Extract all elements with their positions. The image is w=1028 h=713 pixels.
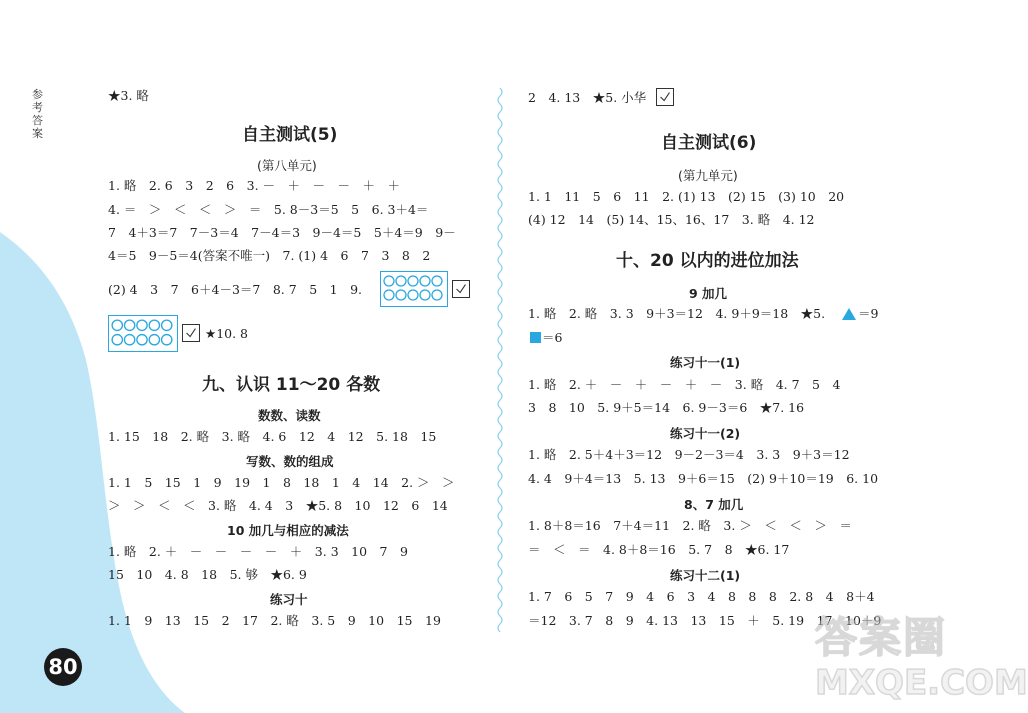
- answer-line: 1. 略 2. 6 3 2 6 3. － ＋ － － ＋ ＋: [108, 178, 401, 193]
- side-label: 参考答案: [32, 88, 43, 140]
- check-icon: [183, 325, 199, 341]
- check-box: [452, 280, 470, 298]
- answer-line: 1. 略 2. ＋ － ＋ － ＋ － 3. 略 4. 7 5 4: [528, 377, 841, 392]
- check-box: [182, 324, 200, 342]
- ten-frame: [108, 315, 178, 352]
- answer-line: (4) 12 14 (5) 14、15、16、17 3. 略 4. 12: [528, 212, 815, 227]
- circle-icon: [396, 290, 406, 300]
- chapter-title: 九、认识 11～20 各数: [202, 375, 381, 395]
- circle-icon: [112, 335, 122, 345]
- watermark-url-text: MXQE.COM: [815, 663, 1028, 703]
- answer-line: ＝ ＜ ＝ 4. 8＋8＝16 5. 7 8 ★6. 17: [528, 542, 790, 557]
- answer-line: 3 8 10 5. 9＋5＝14 6. 9－3＝6 ★7. 16: [528, 400, 805, 415]
- answer-line: ★3. 略: [108, 88, 149, 103]
- lesson-title: 数数、读数: [258, 408, 321, 423]
- circle-icon: [124, 320, 134, 330]
- circle-icon: [162, 335, 172, 345]
- circle-icon: [420, 290, 430, 300]
- answer-line: 1. 略 2. 略 3. 3 9＋3＝12 4. 9＋9＝18 ★5.: [528, 306, 826, 321]
- answer-line: 1. 略 2. 5＋4＋3＝12 9－2－3＝4 3. 3 9＋3＝12: [528, 447, 850, 462]
- circle-icon: [432, 290, 442, 300]
- lesson-title: 10 加几与相应的减法: [227, 523, 349, 538]
- section-title: 自主测试(6): [661, 133, 757, 153]
- answer-line: ＝12 3. 7 8 9 4. 13 13 15 ＋ 5. 19 17 10＋9: [528, 613, 882, 628]
- answer-line: 1. 7 6 5 7 9 4 6 3 4 8 8 8 2. 8 4 8＋4: [528, 589, 875, 604]
- circle-icon: [124, 335, 134, 345]
- circle-icon: [149, 320, 159, 330]
- circle-icon: [137, 320, 147, 330]
- page-number: 80: [44, 648, 82, 686]
- answer-line: 1. 略 2. ＋ － － － － ＋ 3. 3 10 7 9: [108, 544, 408, 559]
- answer-line: 4＝5 9－5＝4(答案不唯一) 7. (1) 4 6 7 3 8 2: [108, 248, 431, 263]
- answer-line: (2) 4 3 7 6＋4－3＝7 8. 7 5 1 9.: [108, 282, 363, 297]
- section-title: 自主测试(5): [242, 125, 338, 145]
- answer-line: 7 4＋3＝7 7－3＝4 7－4＝3 9－4＝5 5＋4＝9 9－: [108, 225, 456, 240]
- answer-line: ＞ ＞ ＜ ＜ 3. 略 4. 4 3 ★5. 8 10 12 6 14: [108, 498, 448, 513]
- answer-line: 1. 1 11 5 6 11 2. (1) 13 (2) 15 (3) 10 20: [528, 189, 845, 204]
- circle-icon: [432, 276, 442, 286]
- circle-icon: [112, 320, 122, 330]
- check-icon: [453, 281, 469, 297]
- circle-icon: [384, 290, 394, 300]
- circle-icon: [381, 272, 446, 305]
- circle-icon: [420, 276, 430, 286]
- lesson-title: 练习十一(1): [670, 355, 741, 370]
- check-icon: [657, 89, 673, 105]
- circle-icon: [149, 335, 159, 345]
- circle-icon: [162, 320, 172, 330]
- circle-icon: [137, 335, 147, 345]
- circle-icon: [408, 276, 418, 286]
- answer-line: 4. 4 9＋4＝13 5. 13 9＋6＝15 (2) 9＋10＝19 6. 10: [528, 471, 879, 486]
- answer-line: ＝6: [542, 330, 563, 345]
- answer-line: 1. 8＋8＝16 7＋4＝11 2. 略 3. ＞ ＜ ＜ ＞ ＝: [528, 518, 852, 533]
- ten-frame: [380, 271, 448, 307]
- answer-line: 15 10 4. 8 18 5. 够 ★6. 9: [108, 567, 307, 582]
- lesson-title: 8、7 加几: [684, 497, 744, 512]
- answer-line: 4. ＝ ＞ ＜ ＜ ＞ ＝ 5. 8－3＝5 5 6. 3＋4＝: [108, 202, 429, 217]
- check-box: [656, 88, 674, 106]
- watermark: [815, 605, 1028, 710]
- square-icon: [530, 332, 541, 343]
- answer-line: ★10. 8: [205, 326, 249, 341]
- watermark-logo-text: 答案圈: [815, 613, 948, 662]
- circle-icon: [384, 276, 394, 286]
- unit-subtitle: (第八单元): [257, 158, 317, 173]
- unit-subtitle: (第九单元): [678, 168, 738, 183]
- triangle-icon: [842, 308, 856, 320]
- lesson-title: 练习十: [270, 592, 308, 607]
- answer-line: 1. 15 18 2. 略 3. 略 4. 6 12 4 12 5. 18 15: [108, 429, 437, 444]
- page-divider: [492, 88, 508, 628]
- circle-icon: [408, 290, 418, 300]
- chapter-title: 十、20 以内的进位加法: [616, 251, 799, 271]
- lesson-title: 练习十一(2): [670, 426, 741, 441]
- circle-icon: [109, 316, 176, 350]
- lesson-title: 9 加几: [689, 286, 728, 301]
- answer-line: 2 4. 13 ★5. 小华: [528, 90, 647, 105]
- answer-line: ＝9: [858, 306, 879, 321]
- lesson-title: 练习十二(1): [670, 568, 741, 583]
- answer-line: 1. 1 5 15 1 9 19 1 8 18 1 4 14 2. ＞ ＞: [108, 475, 455, 490]
- lesson-title: 写数、数的组成: [246, 454, 334, 469]
- circle-icon: [396, 276, 406, 286]
- answer-line: 1. 1 9 13 15 2 17 2. 略 3. 5 9 10 15 19: [108, 613, 441, 628]
